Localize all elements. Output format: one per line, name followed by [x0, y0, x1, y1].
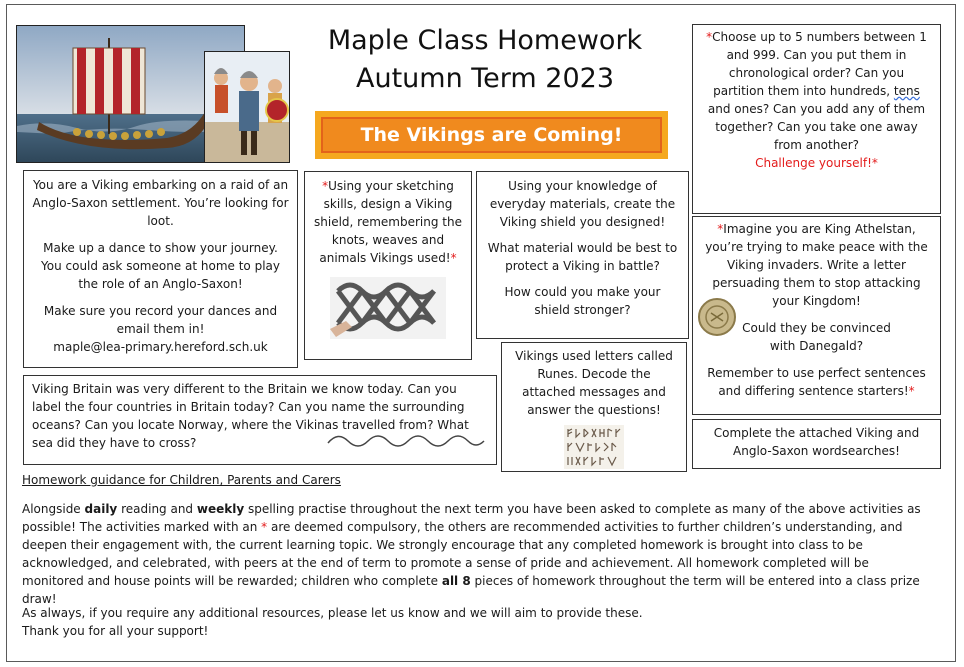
- guidance-bold-daily: daily: [84, 502, 118, 516]
- materials-paragraph-2: What material would be best to protect a Viking in battle?: [487, 241, 678, 273]
- guidance-text: reading and: [117, 502, 197, 516]
- thank-you-line: Thank you for all your support!: [22, 624, 209, 638]
- athelstan-instructions: Imagine you are King Athelstan, you’re trying to make peace with the Viking invaders. Write a letter persuading them to stop attacking your Kingdom!: [705, 222, 928, 308]
- waves-icon: [326, 429, 486, 458]
- danegeld-question-line-1: Could they be convinced: [742, 321, 891, 335]
- numbers-text-2: and ones? Can you add any of them together? Can you take one away from another?: [707, 102, 926, 152]
- guidance-bold-weekly: weekly: [196, 502, 245, 516]
- page-title: [300, 22, 670, 98]
- guidance-text: spelling practise throughout the next term you have been asked to complete as many of the above activities as possible! The activities marked with an: [22, 502, 921, 534]
- compulsory-star: *: [450, 251, 457, 265]
- celtic-knot-image: [330, 277, 446, 339]
- topic-banner: [315, 111, 668, 159]
- resources-line: As always, if you require any additional resources, please let us know and we will aim to provide these.: [22, 606, 643, 620]
- materials-paragraph-3: How could you make your shield stronger?: [504, 285, 661, 317]
- runes-instructions: Vikings used letters called Runes. Decode the attached messages and answer the questions!: [515, 349, 673, 417]
- shield-design-text: [311, 177, 465, 267]
- guidance-text: Alongside: [22, 502, 85, 516]
- guidance-bold-all-8: all 8: [441, 574, 471, 588]
- numbers-task-box: [692, 24, 941, 214]
- challenge-text: Challenge yourself!*: [755, 156, 878, 170]
- numbers-text-1: Choose up to 5 numbers between 1 and 999. Can you put them in chronological order? Can you partition them into hundreds,: [712, 30, 927, 98]
- numbers-tens-word: tens: [893, 84, 920, 98]
- dance-paragraph-3: Make sure you record your dances and email them in!: [43, 304, 278, 336]
- runes-task-box: [501, 342, 687, 472]
- guidance-text: are deemed compulsory, the others are recommended activities to further children’s understanding, and deepen their engagement with, the current learning topic. We strongly encourage that any completed homework is brought into class to be acknowledged, and celebrated, with peers at the end of term to promote a sense of pride and achievement. All homework completed will be monitored and house points will be rewarded; children who complete: [22, 520, 903, 588]
- guidance-paragraph-2: [22, 604, 927, 640]
- athelstan-letter-box: [692, 216, 941, 415]
- britain-instructions: Viking Britain was very different to the Britain we know today. Can you label the four countries in Britain today? Can you name the surrounding oceans? Can you locate Norway, where the Vikinas travelled from? What sea did they have to cross?: [32, 382, 469, 450]
- title-line-2: Autumn Term 2023: [355, 63, 615, 94]
- banner-text: The Vikings are Coming!: [321, 117, 662, 153]
- materials-paragraph-1: Using your knowledge of everyday materials, create the Viking shield you designed!: [489, 179, 676, 229]
- compulsory-star: *: [706, 30, 713, 44]
- guidance-paragraph-1: [22, 500, 927, 608]
- guidance-heading: Homework guidance for Children, Parents and Carers: [22, 473, 341, 487]
- britain-map-task-box: [23, 375, 497, 465]
- danegeld-question-line-2: with Danegald?: [769, 339, 864, 353]
- athelstan-paragraph-3: [701, 364, 932, 400]
- materials-task-box: [476, 171, 689, 339]
- shield-design-box: [304, 171, 472, 360]
- compulsory-star: *: [717, 222, 724, 236]
- compulsory-star: *: [322, 179, 329, 193]
- compulsory-star: *: [261, 520, 268, 534]
- wordsearch-instructions: Complete the attached Viking and Anglo-Saxon wordsearches!: [713, 426, 920, 458]
- dance-task-box: [23, 170, 298, 368]
- school-email: maple@lea-primary.hereford.sch.uk: [53, 340, 268, 354]
- dance-paragraph-2: Make up a dance to show your journey. You could ask someone at home to play the role of an Anglo-Saxon!: [41, 241, 280, 291]
- dance-paragraph-1: You are a Viking embarking on a raid of an Anglo-Saxon settlement. You’re looking for loot.: [32, 178, 289, 228]
- runes-alphabet-image: [564, 425, 624, 469]
- shield-design-instructions: Using your sketching skills, design a Viking shield, remembering the knots, weaves and animals Vikings used!: [314, 179, 462, 265]
- wordsearch-task-box: [692, 419, 941, 469]
- guidance-text: pieces of homework throughout the term will be entered into a class prize draw!: [22, 574, 920, 606]
- danegeld-coin-icon: [697, 297, 737, 342]
- sentence-reminder: Remember to use perfect sentences and differing sentence starters!: [707, 366, 926, 398]
- viking-warriors-image: [204, 51, 290, 163]
- title-line-1: Maple Class Homework: [327, 25, 643, 56]
- numbers-task-text: [703, 28, 930, 154]
- compulsory-star: *: [908, 384, 915, 398]
